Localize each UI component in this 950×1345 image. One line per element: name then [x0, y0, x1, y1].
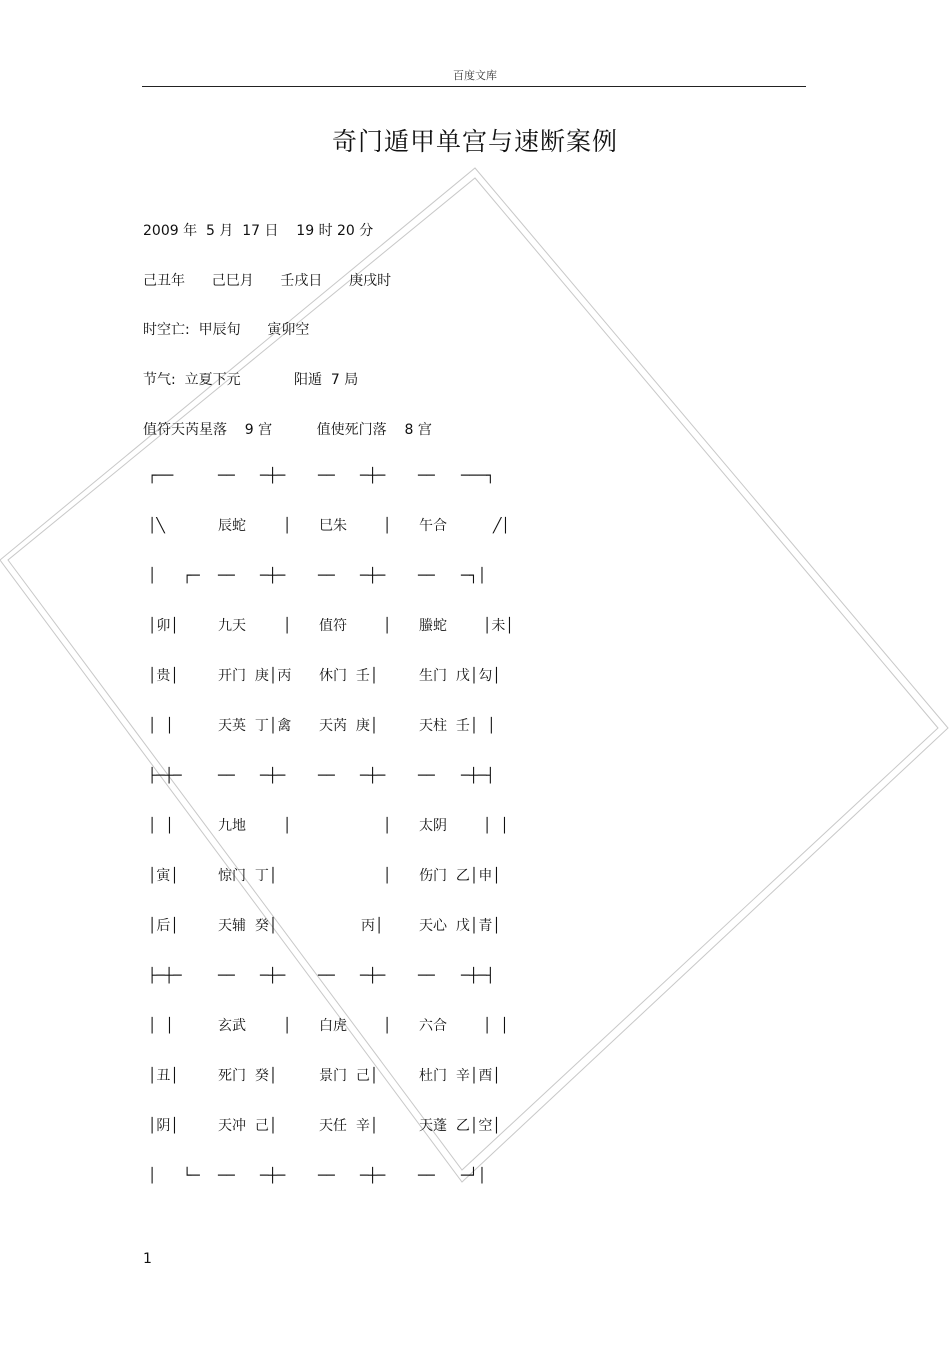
chart-cell: ── — [218, 968, 235, 984]
palace-cell: 天冲 己│ — [218, 1118, 278, 1134]
chart-row — [143, 766, 543, 786]
chart-cell: ─┼─ — [260, 468, 286, 484]
palace-cell: 休门 壬│ — [319, 668, 379, 684]
palace-cell: 杜门 辛│酉│ — [419, 1068, 501, 1084]
chart-cell: │ │ — [483, 818, 509, 834]
chart-row — [143, 516, 543, 536]
chart-cell: │ — [283, 518, 292, 534]
chart-row — [143, 666, 543, 686]
chart-cell: ─┼─ — [260, 968, 286, 984]
chart-cell: ── — [318, 568, 335, 584]
palace-label: 值符 — [319, 618, 347, 634]
chart-cell: ─┼─ — [260, 568, 286, 584]
palace-label: 辰蛇 — [218, 518, 246, 534]
chart-cell: │ — [283, 618, 292, 634]
chart-cell: │ — [383, 1018, 392, 1034]
chart-cell: │卯│ — [148, 618, 179, 634]
chart-cell: │ │ — [483, 1018, 509, 1034]
palace-cell: 天心 戊│青│ — [419, 918, 501, 934]
chart-cell: ┌── — [148, 468, 174, 484]
chart-row — [143, 916, 543, 936]
chart-cell: │ — [283, 1018, 292, 1034]
chart-cell: ── — [318, 1168, 335, 1184]
chart-cell: ─┘│ — [461, 1168, 487, 1184]
palace-label: 螣蛇 — [419, 618, 447, 634]
chart-cell: │未│ — [483, 618, 514, 634]
palace-cell: 生门 戊│勾│ — [419, 668, 501, 684]
date-line: 2009 年 5 月 17 日 19 时 20 分 — [143, 223, 374, 239]
chart-cell: ─┼─ — [360, 568, 386, 584]
chart-cell: │ — [383, 868, 392, 884]
header-divider — [142, 86, 806, 87]
chart-cell: │ — [383, 618, 392, 634]
jieqi-line: 节气: 立夏下元 阳遁 7 局 — [143, 372, 359, 388]
palace-label: 九地 — [218, 818, 246, 834]
chart-cell: ─┼─┤ — [461, 768, 495, 784]
palace-label: 白虎 — [319, 1018, 347, 1034]
chart-cell: ─┼─ — [360, 1168, 386, 1184]
chart-cell: ── — [318, 968, 335, 984]
palace-label: 午合 — [419, 518, 447, 534]
palace-label: 六合 — [419, 1018, 447, 1034]
chart-cell: ── — [318, 468, 335, 484]
chart-row — [143, 1116, 543, 1136]
palace-label: 九天 — [218, 618, 246, 634]
palace-cell: 死门 癸│ — [218, 1068, 278, 1084]
chart-row — [143, 716, 543, 736]
chart-cell: ── — [218, 1168, 235, 1184]
chart-cell: │阴│ — [148, 1118, 179, 1134]
chart-cell: ── — [218, 468, 235, 484]
chart-cell: ── — [218, 568, 235, 584]
ganzhi-line: 己丑年 己巳月 壬戌日 庚戌时 — [143, 273, 392, 289]
chart-cell: │ │ — [148, 818, 174, 834]
chart-cell: ── — [418, 968, 435, 984]
page-number: 1 — [143, 1251, 152, 1267]
palace-cell: 天辅 癸│ — [218, 918, 278, 934]
palace-cell: 天蓬 乙│空│ — [419, 1118, 501, 1134]
chart-cell: ├─┼─ — [148, 768, 182, 784]
palace-label: 巳朱 — [319, 518, 347, 534]
chart-cell: ── — [218, 768, 235, 784]
chart-cell: │ — [148, 568, 157, 584]
chart-cell: ╱│ — [493, 518, 510, 534]
chart-cell: ├─┼─ — [148, 968, 182, 984]
chart-row — [143, 1016, 543, 1036]
chart-row — [143, 1166, 543, 1186]
chart-cell: ─┼─ — [260, 768, 286, 784]
chart-cell: ─┼─┤ — [461, 968, 495, 984]
chart-cell: │ │ — [148, 718, 174, 734]
palace-cell: 丙│ — [361, 918, 384, 934]
chart-cell: │贵│ — [148, 668, 179, 684]
chart-cell: │ — [283, 818, 292, 834]
palace-cell: 伤门 乙│申│ — [419, 868, 501, 884]
chart-cell: ─┼─ — [360, 968, 386, 984]
kongwang-line: 时空亡: 甲辰旬 寅卯空 — [143, 322, 310, 338]
chart-cell: └─ — [183, 1168, 200, 1184]
chart-cell: │丑│ — [148, 1068, 179, 1084]
chart-row — [143, 966, 543, 986]
chart-cell: ─┼─ — [360, 768, 386, 784]
chart-row — [143, 866, 543, 886]
chart-cell: │ — [383, 518, 392, 534]
chart-cell: │ │ — [148, 1018, 174, 1034]
chart-cell: │后│ — [148, 918, 179, 934]
chart-cell: ── — [418, 768, 435, 784]
chart-cell: ─┐│ — [461, 568, 487, 584]
palace-cell: 开门 庚│丙 — [218, 668, 292, 684]
document-title: 奇门遁甲单宫与速断案例 — [331, 127, 618, 156]
palace-cell: 天柱 壬│ │ — [419, 718, 496, 734]
zhifu-line: 值符天芮星落 9 宫 值使死门落 8 宫 — [143, 422, 432, 438]
chart-cell: ───┐ — [461, 468, 495, 484]
palace-cell: 天芮 庚│ — [319, 718, 379, 734]
palace-cell: 天英 丁│禽 — [218, 718, 292, 734]
chart-row — [143, 566, 543, 586]
palace-cell: 天任 辛│ — [319, 1118, 379, 1134]
chart-cell: │ — [383, 818, 392, 834]
palace-label: 太阴 — [419, 818, 447, 834]
chart-cell: │╲ — [148, 518, 165, 534]
header-source: 百度文库 — [453, 69, 497, 82]
chart-row — [143, 616, 543, 636]
chart-cell: │寅│ — [148, 868, 179, 884]
chart-cell: │ — [148, 1168, 157, 1184]
chart-cell: ─┼─ — [260, 1168, 286, 1184]
palace-label: 玄武 — [218, 1018, 246, 1034]
chart-row — [143, 1066, 543, 1086]
chart-cell: ── — [418, 568, 435, 584]
chart-cell: ── — [418, 468, 435, 484]
chart-cell: ┌─ — [183, 568, 200, 584]
chart-row — [143, 466, 543, 486]
chart-row — [143, 816, 543, 836]
chart-cell: ─┼─ — [360, 468, 386, 484]
chart-cell: ── — [418, 1168, 435, 1184]
palace-cell: 惊门 丁│ — [218, 868, 278, 884]
palace-cell: 景门 己│ — [319, 1068, 379, 1084]
chart-cell: ── — [318, 768, 335, 784]
